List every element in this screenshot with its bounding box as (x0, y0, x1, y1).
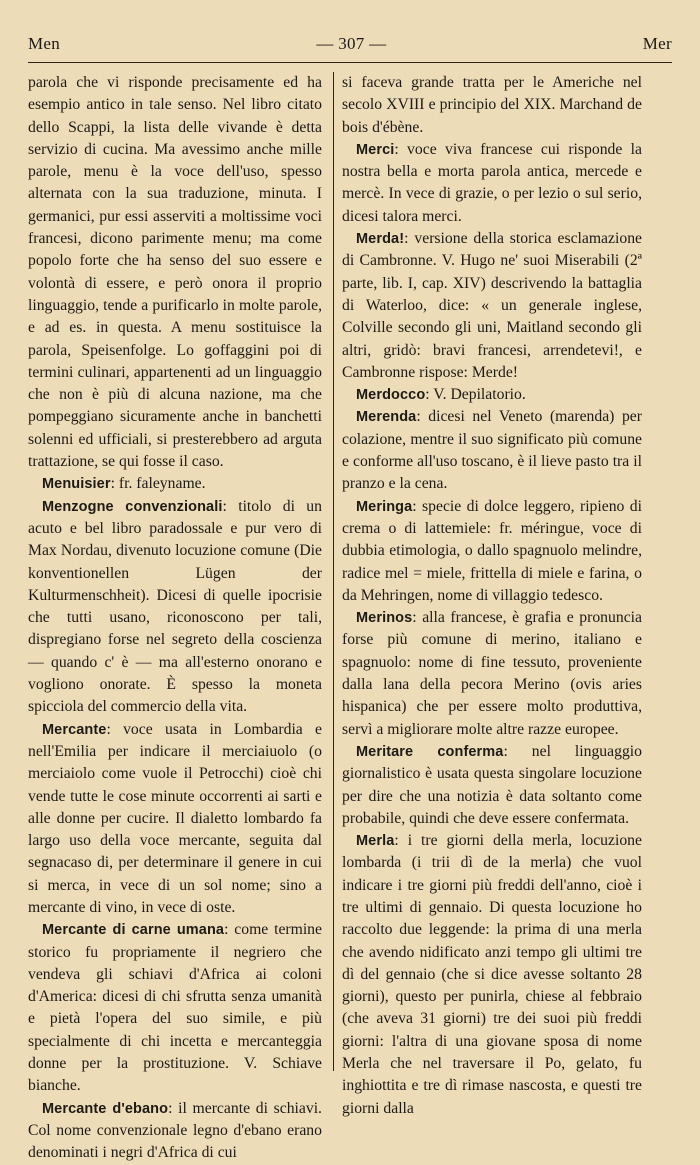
header-rule (28, 62, 672, 63)
entry-text: : V. Depilatorio. (425, 386, 526, 404)
entry-text: : nel linguaggio giornalistico è usata questa singolare locuzione per dire che una notizia è data soltanto come probabile, quindi che deve essere confermata. (342, 742, 642, 827)
entry-text: : versione della storica esclamazione di Cambronne. V. Hugo ne' suoi Miserabili (2ª parte, lib. I, cap. XIV) descrivendo la battaglia di Waterloo, dice: « un generale inglese, Colville secondo gli uni, Maitland secondo gli altri, gridò: bravi francesi, arrendetevi!, e Cambronne rispose: Merde! (342, 230, 642, 381)
entry-text: parola che vi risponde precisamente ed ha esempio antico in tale senso. Nel libro citato dello Scappi, la lista delle vivande è detta servizio di cucina. Ma avessimo anche mille parole, menu è la voce dell'uso, spesso alternata con la sua traduzione, minuta. I germanici, pur essi asserviti a moltissime voci francesi, dicono parimente menu; ma come popolo forte che ha senso del suo essere e volontà di essere, e però onora il proprio linguaggio, tende a purificarlo in molte parole, e ad es. in questa. A menu sostituisce la parola, Speisenfolge. Lo goffaggini poi di termini culinari, appartenenti ad un linguaggio che non è più di alcuna nazione, ma che pompeggiano sicuramente anche in banchetti solenni ed ufficiali, si presterebbero ad arguta trattazione, se qui fosse il caso. (28, 74, 322, 471)
entry-text: si faceva grande tratta per le Americhe nel secolo XVIII e principio del XIX. Marchand de bois d'ébène. (342, 74, 642, 136)
entry-lemma: Menzogne convenzionali (42, 498, 223, 515)
entry-lemma: Mercante d'ebano (42, 1100, 169, 1117)
entry-lemma: Mercante (42, 721, 107, 738)
entry-menuisier (28, 473, 322, 495)
entry-lemma: Merda! (356, 231, 405, 248)
entry-text: : come termine storico fu propriamente il negriero che vendeva gli schiavi d'Africa ai coloni d'America: dicesi di chi sfrutta senza umanità e pietà l'opera del suo simile, e più specialmente di chi incetta e mercanteggia donne per la prostituzione. V. Schiave bianche. (28, 921, 322, 1095)
entry-meritare-conferma (342, 741, 642, 830)
entry-text: : dicesi nel Veneto (marenda) per colazione, mentre il suo significato più comune e conforme all'uso toscano, è il lieve pasto tra il pranzo e la cena. (342, 408, 642, 493)
entry-text: : voce viva francese cui risponde la nostra bella e morta parola antica, mercede e mercè. In vece di grazie, o per lezio o sul serio, dicesi talora merci. (342, 140, 642, 225)
entry-text: : fr. faleyname. (110, 475, 206, 493)
header-right-guideword: Mer (642, 34, 672, 53)
entry-mercante-d-ebano (28, 1098, 322, 1165)
entry-merla (342, 830, 642, 1120)
page-number: — 307 — (316, 34, 387, 53)
entry-text: : voce usata in Lombardia e nell'Emilia per indicare il merciaiuolo (o merciaiolo come vuole il Petrocchi) cioè chi vende tutte le cose minute occorrenti ai sarti e alle donne per cucire. Il dialetto lombardo fa largo uso della voce mercante, seguita dal segnacaso di, per determinare il genere in cui si merca, in vece di un sol nome; sino a mercante di vino, in vece di oste. (28, 720, 322, 916)
header-left-guideword: Men (28, 34, 61, 53)
entry-lemma: Merinos (356, 610, 413, 627)
entry-lemma: Merci (356, 141, 395, 158)
entry-text: : titolo di un acuto e bel libro paradossale e pur vero di Max Nordau, divenuto locuzione comune (Die konventionellen Lügen der Kulturmenschheit). Dicesi di quelle ipocrisie che tutti usano, riconoscono per tali, dispregiano forse nel segreto della coscienza — quando c' è — ma all'esterno onorano e vogliono onorate. È spesso la moneta spicciola del commercio della vita. (28, 497, 322, 716)
entry-lemma: Mercante di carne umana (42, 922, 225, 939)
entry-lemma: Merenda (356, 409, 417, 426)
entry-meringa (342, 496, 642, 607)
entry-lemma: Meritare conferma (356, 743, 504, 760)
entry-lemma: Menuisier (42, 476, 111, 493)
entry-merci (342, 139, 642, 228)
entry-mercante (28, 719, 322, 920)
entry-mercante-d-ebano-continued (342, 72, 642, 139)
entry-text: : specie di dolce leggero, ripieno di crema o di lattemiele: fr. méringue, voce di dubbia etimologia, o dallo spagnuolo melindre, radice mel = miele, frittella di miele e farina, o da Mehringen, nome di villaggio tedesco. (342, 497, 642, 604)
entry-merinos (342, 607, 642, 741)
entry-merenda (342, 406, 642, 495)
entry-text: : il mercante di schiavi. Col nome convenzionale legno d'ebano erano denominati i negri d'Africa di cui (28, 1099, 322, 1162)
right-column (342, 72, 642, 1120)
left-column (28, 72, 322, 1165)
entry-merda (342, 228, 642, 384)
entry-lemma: Merla (356, 833, 395, 850)
entry-merdocco (342, 384, 642, 406)
entry-text: : i tre giorni della merla, locuzione lombarda (i trii dì de la merla) che vuol indicare i tre giorni più freddi dell'anno, cioè i tre ultimi di gennaio. Di questa locuzione ho raccolto due leggende: la prima di una merla che avendo nidificato anzi tempo gli ultimi tre dì del gennaio (che si dice avesse soltanto 28 giorni), questo per punirla, chiese al febbraio (che aveva 31 giorni) tre dei suoi più freddi giorni: l'altra di una giovane sposa di nome Merla che nel traversare il Po, gelato, fu inghiottita e tre dì rimase nascosta, e questi tre giorni dalla (342, 832, 642, 1117)
running-head (28, 34, 672, 56)
entry-menzogne-convenzionali (28, 496, 322, 719)
entry-lemma: Merdocco (356, 387, 426, 404)
column-divider (333, 72, 334, 1071)
entry-text: : alla francese, è grafia e pronuncia forse più comune di merino, italiano e spagnuolo: nome di fine tessuto, proveniente dalla lana della pecora Merino (ovis aries hispanica) che per essere molto produttiva, servì a migliorare molte altre razze europee. (342, 609, 642, 738)
entry-menu-continued (28, 72, 322, 473)
entry-lemma: Meringa (356, 498, 413, 515)
entry-mercante-di-carne-umana (28, 919, 322, 1097)
